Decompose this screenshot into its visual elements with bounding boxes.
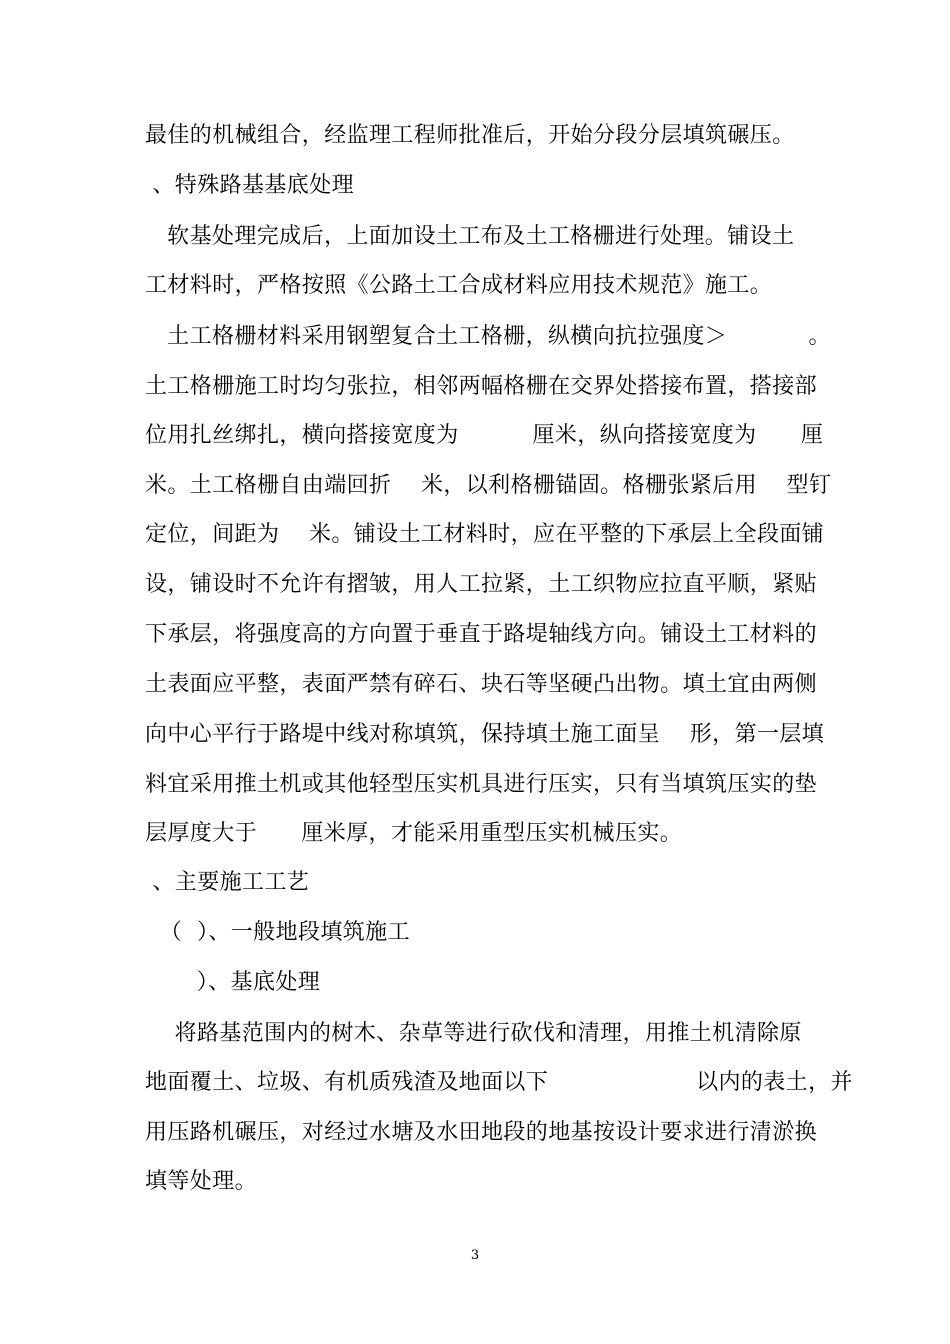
body-line: 位用扎丝绑扎，横向搭接宽度为 厘米，纵向搭接宽度为 厘 [145,423,824,448]
subsection-heading: ）、基底处理 [145,970,321,995]
body-line: 米。土工格栅自由端回折 米，以利格栅锚固。格栅张紧后用 型钉 [145,473,832,498]
body-line: 土工格栅材料采用钢塑复合土工格栅，纵横向抗拉强度＞ 。 [145,324,831,349]
body-line: 土表面应平整，表面严禁有碎石、块石等坚硬凸出物。填土宜由两侧 [145,672,818,697]
section-heading: 、主要施工工艺 [145,870,310,895]
body-line: 软基处理完成后，上面加设土工布及土工格栅进行处理。铺设土 [145,224,795,249]
body-line: 用压路机碾压，对经过水塘及水田地段的地基按设计要求进行清淤换 [145,1120,818,1145]
body-line: 将路基范围内的树木、杂草等进行砍伐和清理，用推土机清除原 [145,1021,802,1046]
body-line: 定位，间距为 米。铺设土工材料时，应在平整的下承层上全段面铺 [145,522,825,547]
body-line: 层厚度大于 厘米厚，才能采用重型压实机械压实。 [145,821,683,846]
body-line: 土工格栅施工时均匀张拉，相邻两幅格栅在交界处搭接布置，搭接部 [145,374,818,399]
body-line: 地面覆土、垃圾、有机质残渣及地面以下 以内的表土，并 [145,1070,853,1095]
section-heading: 、特殊路基基底处理 [145,173,354,198]
body-line: 设，铺设时不允许有摺皱，用人工拉紧，土工织物应拉直平顺，紧贴 [145,572,818,597]
subsection-heading: （ ）、一般地段填筑施工 [145,920,410,945]
body-line: 下承层，将强度高的方向置于垂直于路堤轴线方向。铺设土工材料的 [145,622,818,647]
body-line: 料宜采用推土机或其他轻型压实机具进行压实，只有当填筑压实的垫 [145,772,818,797]
body-line: 填等处理。 [145,1169,258,1194]
body-line: 最佳的机械组合，经监理工程师批准后，开始分段分层填筑碾压。 [145,123,795,148]
page-number: 3 [470,1248,480,1263]
body-line: 工材料时，严格按照《公路土工合成材料应用技术规范》施工。 [145,273,773,298]
body-line: 向中心平行于路堤中线对称填筑，保持填土施工面呈 形，第一层填 [145,722,825,747]
